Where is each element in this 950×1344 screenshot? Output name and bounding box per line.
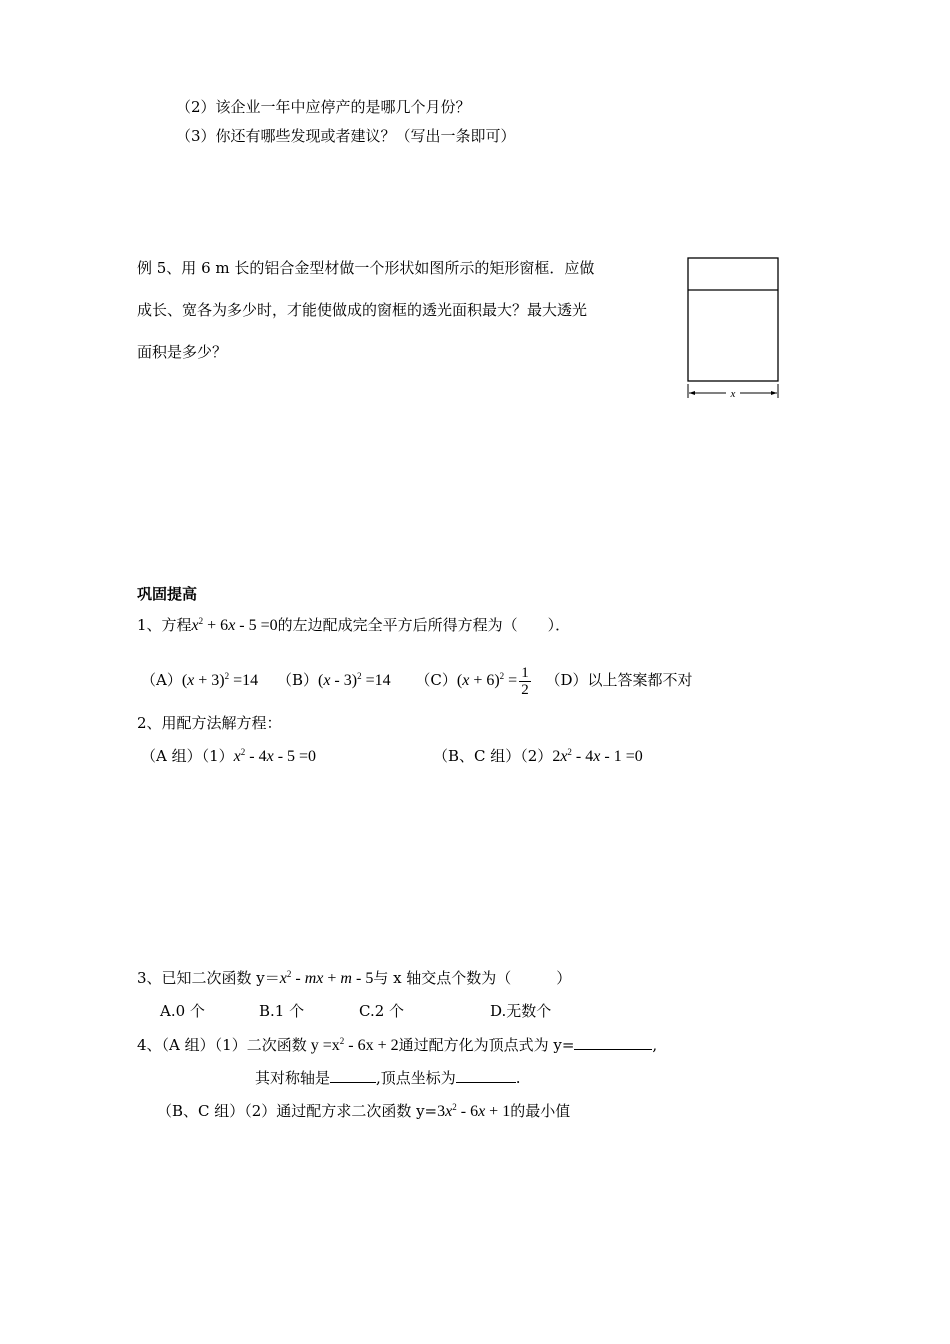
problem-4-bc-suffix: 的最小值 [510, 1102, 571, 1120]
example5-line-1: 例 5、用 6 m 长的铝合金型材做一个形状如图所示的矩形窗框．应做 [137, 259, 595, 277]
vertex-form-blank [574, 1034, 652, 1050]
option-c-label: （C） [415, 671, 457, 690]
problem-4-a: 4、（A 组）（1）二次函数 $y =x^2 - 6x + 2$通过配方化为顶点式为 y= , [137, 1036, 658, 1054]
problem-4-middle: 通过配方化为顶点式为 y= [398, 1036, 575, 1054]
problem-3-prefix: 3、已知二次函数 y＝ [137, 969, 280, 987]
problem-3 [137, 968, 571, 989]
problem-4-bc-function: $3x^2 - 6x + 1$ [437, 1102, 511, 1120]
problem-4-bc [157, 1101, 570, 1122]
group-a-label: （A 组）（1） [141, 747, 234, 765]
problem-2-group-bc [433, 746, 643, 767]
problem-4-line-2 [255, 1067, 521, 1088]
section-title: 巩固提高 [137, 585, 198, 603]
problem-3-function: $x^2$ - mx + m - 5 [279, 969, 374, 987]
problem-4-prefix: 4、（A 组）（1）二次函数 [137, 1036, 307, 1054]
example5-line-3: 面积是多少？ [137, 343, 228, 361]
option-a-label: （A） [141, 671, 182, 690]
problem-1 [137, 615, 570, 636]
option-c-equation: $(x + 6)^2$ = $\frac{1}{2}$ [456, 665, 529, 698]
option-d: （D）以上答案都不对 [545, 671, 693, 690]
problem-1-suffix: 的左边配成完全平方后所得方程为（ ）． [277, 616, 571, 634]
vertex-label: ,顶点坐标为 [376, 1069, 456, 1087]
problem-4-function: $y =x^2 - 6x + 2$ [306, 1036, 399, 1054]
problem-1-equation: $x^2 + 6x - 5 =0$ [191, 616, 278, 634]
axis-blank [330, 1067, 376, 1083]
problem-4-bc-prefix: （B、C 组）（2）通过配方求二次函数 y= [157, 1102, 438, 1120]
option-b-equation: (x - 3)$^2$ =14 [317, 671, 391, 690]
option-c: C.2 个 [359, 1002, 405, 1020]
group-a-equation: $x^2 - 4x - 5 =0$ [233, 747, 317, 765]
option-d: D.无数个 [490, 1002, 552, 1020]
question-3-text: （3）你还有哪些发现或者建议？（写出一条即可） [176, 127, 516, 145]
question-2-text: （2）该企业一年中应停产的是哪几个月份？ [176, 98, 471, 116]
axis-label: 其对称轴是 [255, 1069, 331, 1087]
option-a: A.0 个 [160, 1002, 205, 1020]
group-bc-equation: $2x^2 - 4x - 1 =0$ [552, 747, 643, 765]
dimension-arrow-left [689, 391, 695, 395]
dimension-label: x [730, 388, 736, 400]
problem-1-options [141, 665, 693, 698]
line-end-period: . [515, 1069, 521, 1087]
window-frame-outline [688, 258, 778, 381]
problem-2-title: 2、用配方法解方程： [137, 714, 282, 732]
problem-2-group-a [141, 746, 316, 767]
problem-1-prefix: 1、方程 [137, 616, 192, 634]
dimension-arrow-right [771, 391, 777, 395]
problem-3-suffix: 与 x 轴交点个数为（ ） [373, 969, 572, 987]
group-bc-label: （B、C 组）（2） [433, 747, 553, 765]
example5-line-2: 成长、宽各为多少时，才能使做成的窗框的透光面积最大？最大透光 [137, 301, 588, 319]
option-a-equation: $(x + 3)^2 =14$ [181, 671, 259, 690]
option-b: B.1 个 [259, 1002, 305, 1020]
window-frame-figure [686, 256, 782, 402]
vertex-blank [456, 1067, 516, 1083]
option-b-label: （B） [276, 671, 318, 690]
